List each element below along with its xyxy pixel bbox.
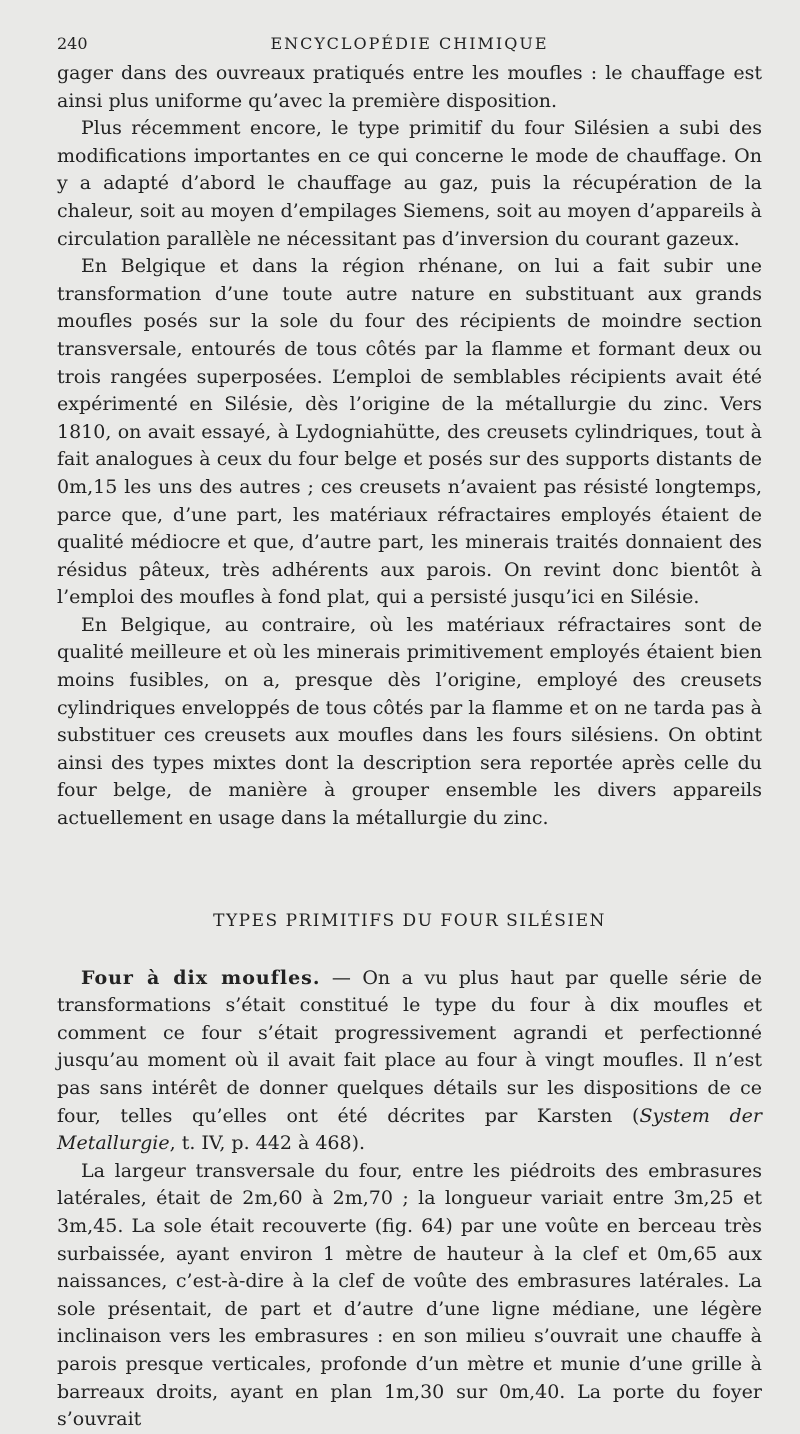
paragraph-belgium-crucibles: En Belgique, au contraire, où les matériaux réfractaires sont de qualité meilleure et où les minerais primitivement employés étaient bien moins fusibles, on a, presque dès l’origine, employé des creusets cylindriques enveloppés de tous côtés par la flamme et on ne tarda pas à substituer ces creusets aux moufles dans les fours silésiens. On obtint ainsi des types mixtes dont la description sera reportée après celle du four belge, de manière à grouper ensemble les divers appareils actuellement en usage dans la métallurgie du zinc. — [57, 613, 762, 830]
running-title: ENCYCLOPÉDIE CHIMIQUE — [270, 34, 549, 53]
running-head — [57, 30, 762, 60]
paragraph-belgium-rhine: En Belgique et dans la région rhénane, on lui a fait subir une transformation d’une toute autre nature en substituant aux grands moufles posés sur la sole du four des récipients de moindre section transversale, entourés de tous côtés par la flamme et formant deux ou trois rangées superposées. L’emploi de semblables récipients avait été expérimenté en Silésie, dès l’origine de la métallurgie du zinc. Vers 1810, on avait essayé, à Lydogniahütte, des creusets cylindriques, tout à fait analogues à ceux du four belge et posés sur des supports distants de 0m,15 les uns des autres ; ces creusets n’avaient pas résisté longtemps, parce que, d’une part, les matériaux réfractaires employés étaient de qualité médiocre et que, d’autre part, les minerais traités donnaient des résidus pâteux, très adhérents aux parois. On revint donc bientôt à l’emploi des moufles à fond plat, qui a persisté jusqu’ici en Silésie. — [57, 255, 762, 609]
body-text — [57, 60, 762, 1434]
page-number: 240 — [57, 34, 88, 53]
paragraph-continuation: gager dans des ouvreaux pratiqués entre les moufles : le chauffage est ainsi plus uniforme qu’avec la première disposition. — [57, 62, 762, 112]
paragraph-text-end: , t. IV, p. 442 à 468). — [169, 1132, 366, 1155]
paragraph-furnace-dimensions: La largeur transversale du four, entre les piédroits des embrasures latérales, était de 2m,60 à 2m,70 ; la longueur variait entre 3m,25 et 3m,45. La sole était recouverte (fig. 64) par une voûte en berceau très surbaissée, ayant environ 1 mètre de hauteur à la clef et 0m,65 aux naissances, c’est-à-dire à la clef de voûte des embrasures latérales. La sole présentait, de part et d’autre d’une ligne médiane, une légère inclinaison vers les embrasures : en son milieu s’ouvrait une chauffe à parois presque verticales, profonde d’un mètre et munie d’une grille à barreaux droits, ayant en plan 1m,30 sur 0m,40. La porte du foyer s’ouvrait — [57, 1159, 762, 1431]
section-title: TYPES PRIMITIFS DU FOUR SILÉSIEN — [213, 910, 606, 931]
paragraph-text: — On a vu plus haut par quelle série de transformations s’était constitué le type du four à dix moufles et comment ce four s’était progressivement agrandi et perfectionné jusqu’au moment où il avait fait place au four à vingt moufles. Il n’est pas sans intérêt de donner quelques détails sur les dispositions de ce four, telles qu’elles ont été décrites par Karsten ( — [57, 966, 762, 1127]
paragraph-heating-modifications: Plus récemment encore, le type primitif du four Silésien a subi des modifications importantes en ce qui concerne le mode de chauffage. On y a adapté d’abord le chauffage au gaz, puis la récupération de la chaleur, soit au moyen d’empilages Siemens, soit au moyen d’appareils à circulation parallèle ne nécessitant pas d’inversion du courant gazeux. — [57, 117, 762, 250]
citation-title: System der Metallurgie — [57, 1104, 762, 1155]
paragraph-ten-muffle-furnace — [57, 965, 762, 1158]
lead-in-heading: Four à dix moufles. — [81, 966, 321, 989]
